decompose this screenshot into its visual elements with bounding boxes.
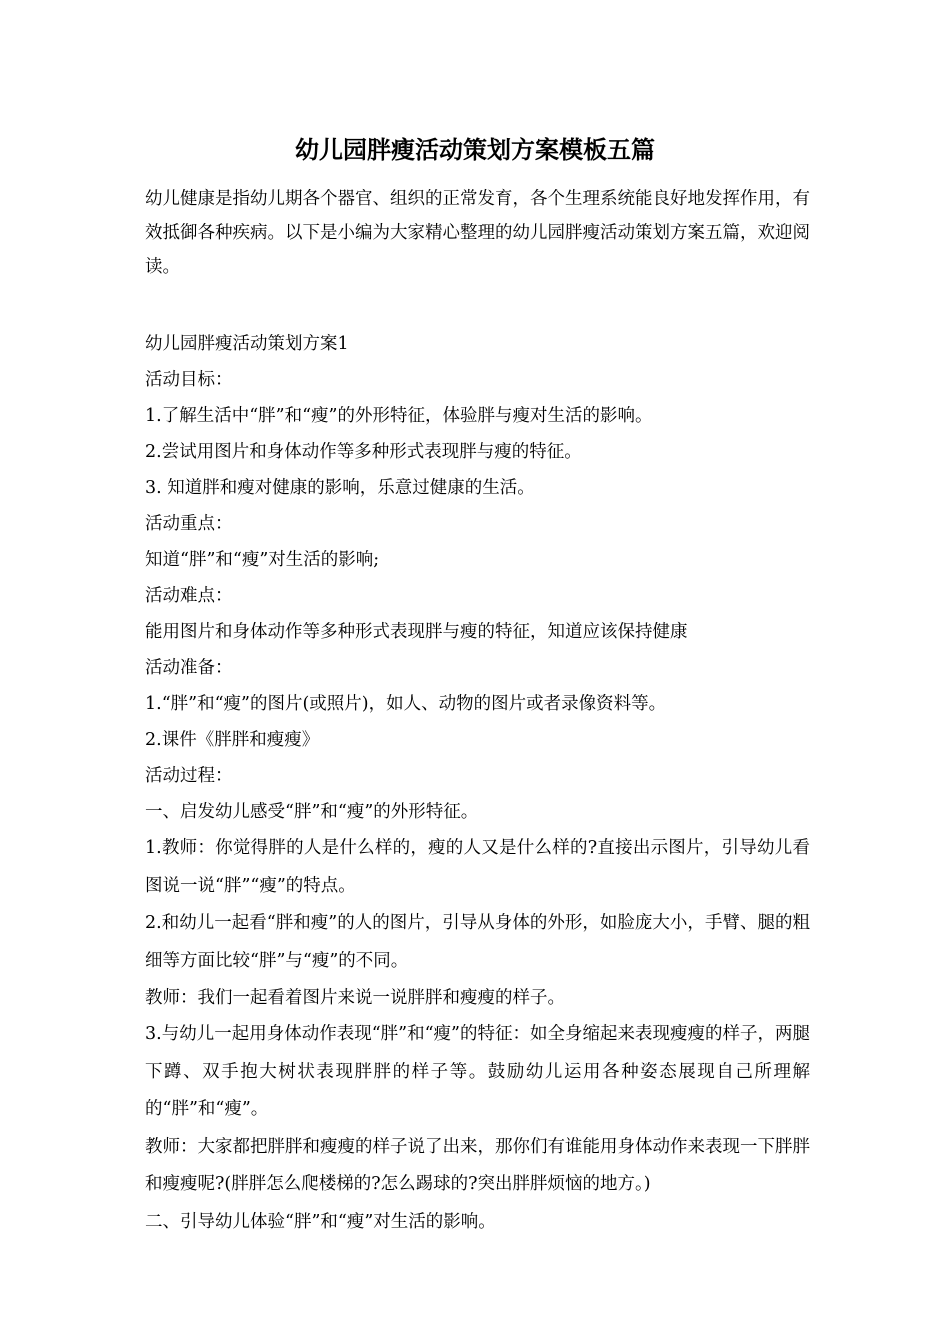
text-line: 3. 知道胖和瘦对健康的影响，乐意过健康的生活。: [145, 478, 535, 498]
text-line: 活动目标：: [145, 370, 233, 390]
text-line: 1.了解生活中“胖”和“瘦”的外形特征，体验胖与瘦对生活的影响。: [145, 406, 653, 426]
text-line: 二、引导幼儿体验“胖”和“瘦”对生活的影响。: [145, 1211, 496, 1232]
text-line: 2.尝试用图片和身体动作等多种形式表现胖与瘦的特征。: [145, 442, 582, 462]
text-line: 1.“胖”和“瘦”的图片(或照片)，如人、动物的图片或者录像资料等。: [145, 694, 667, 714]
text-line: 活动重点：: [145, 514, 233, 534]
text-line: 知道“胖”和“瘦”对生活的影响;: [145, 550, 380, 570]
paragraph: 2.和幼儿一起看“胖和瘦”的人的图片，引导从身体的外形，如脸庞大小，手臂、腿的粗细等方面比较“胖”与“瘦”的不同。: [145, 913, 810, 971]
section-title: 幼儿园胖瘦活动策划方案1: [145, 334, 349, 354]
text-line: 一、启发幼儿感受“胖”和“瘦”的外形特征。: [145, 802, 479, 822]
text-line: 2.课件《胖胖和瘦瘦》: [145, 730, 320, 750]
paragraph: 3.与幼儿一起用身体动作表现“胖”和“瘦”的特征：如全身缩起来表现瘦瘦的样子，两腿下蹲、双手抱大树状表现胖胖的样子等。鼓励幼儿运用各种姿态展现自己所理解的“胖”和“瘦”。: [145, 1024, 810, 1119]
text-line: 活动过程：: [145, 766, 233, 786]
paragraph: 教师：大家都把胖胖和瘦瘦的样子说了出来，那你们有谁能用身体动作来表现一下胖胖和瘦瘦呢?(胖胖怎么爬楼梯的?怎么踢球的?突出胖胖烦恼的地方。): [145, 1136, 810, 1194]
text-line: 教师：我们一起看着图片来说一说胖胖和瘦瘦的样子。: [145, 988, 565, 1008]
intro-paragraph: 幼儿健康是指幼儿期各个器官、组织的正常发育，各个生理系统能良好地发挥作用，有效抵御各种疾病。以下是小编为大家精心整理的幼儿园胖瘦活动策划方案五篇，欢迎阅读。: [145, 189, 810, 277]
text-line: 活动难点：: [145, 586, 233, 606]
document-title: 幼儿园胖瘦活动策划方案模板五篇: [295, 135, 655, 164]
text-line: 能用图片和身体动作等多种形式表现胖与瘦的特征，知道应该保持健康: [145, 622, 688, 642]
paragraph: 1.教师：你觉得胖的人是什么样的，瘦的人又是什么样的?直接出示图片，引导幼儿看图说一说“胖”“瘦”的特点。: [145, 838, 810, 896]
document-body: [145, 326, 810, 1240]
text-line: 活动准备：: [145, 658, 233, 678]
